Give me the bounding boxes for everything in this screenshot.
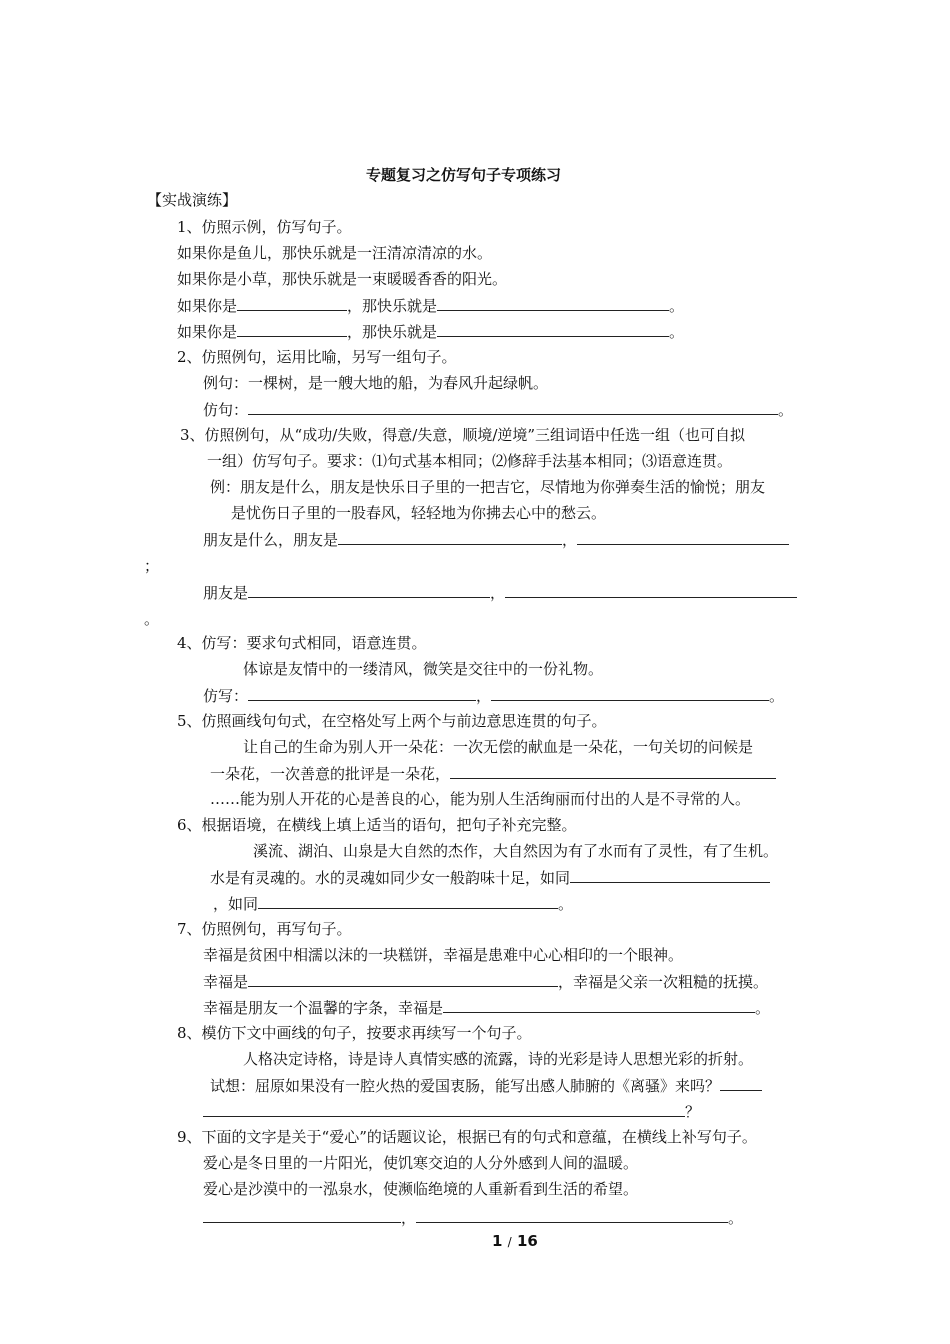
- page-title: 专题复习之仿写句子专项练习: [366, 166, 562, 184]
- q2-blank[interactable]: [248, 399, 778, 415]
- q5-text-1: 让自己的生命为别人开一朵花：一次无偿的献血是一朵花，一句关切的问候是: [243, 738, 754, 756]
- q1-blank-2a[interactable]: [237, 321, 347, 337]
- q6-blank-2[interactable]: [258, 893, 558, 909]
- page-number: [492, 1231, 538, 1252]
- q6-text-1: 溪流、湖泊、山泉是大自然的杰作，大自然因为有了水而有了灵性，有了生机。: [253, 842, 779, 860]
- total-pages: 16: [516, 1232, 538, 1250]
- q1-heading: 1、仿照示例，仿写句子。: [177, 218, 352, 236]
- q4-answer-line: 仿写： ， 。: [203, 687, 785, 705]
- q5-blank[interactable]: [450, 763, 776, 779]
- q4-example: 体谅是友情中的一缕清风，微笑是交往中的一份礼物。: [243, 660, 604, 678]
- q3-blank-1b[interactable]: [577, 529, 789, 545]
- q9-answer-line: ， 。: [203, 1207, 743, 1228]
- q3-blank-2a[interactable]: [248, 582, 490, 598]
- q1-fill-line-1: 如果你是 ，那快乐就是 。: [177, 297, 685, 315]
- q1-blank-1a[interactable]: [237, 295, 347, 311]
- q9-text-1: 爱心是冬日里的一片阳光，使饥寒交迫的人分外感到人间的温暖。: [203, 1154, 639, 1172]
- q3-blank-2b[interactable]: [505, 582, 797, 598]
- q4-blank-a[interactable]: [248, 685, 476, 701]
- q2-heading: 2、仿照例句，运用比喻，另写一组句子。: [177, 348, 457, 366]
- q3-example-2: 是忧伤日子里的一股春风，轻轻地为你拂去心中的愁云。: [231, 504, 607, 522]
- q9-blank-a[interactable]: [203, 1207, 401, 1223]
- q6-heading: 6、根据语境，在横线上填上适当的语句，把句子补充完整。: [177, 816, 577, 834]
- section-heading: 【实战演练】: [147, 191, 238, 209]
- q8-heading: 8、模仿下文中画线的句子，按要求再续写一个句子。: [177, 1024, 532, 1042]
- q1-blank-2b[interactable]: [437, 321, 669, 337]
- q1-example-2: 如果你是小草，那快乐就是一束暖暖香香的阳光。: [177, 270, 508, 288]
- q8-blank-2[interactable]: [203, 1101, 685, 1117]
- q8-text-1: 人格决定诗格，诗是诗人真情实感的流露，诗的光彩是诗人思想光彩的折射。: [243, 1050, 754, 1068]
- page-separator: /: [507, 1235, 512, 1249]
- q9-heading: 9、下面的文字是关于“爱心”的话题议论，根据已有的句式和意蕴，在横线上补写句子。: [177, 1128, 757, 1146]
- q3-period: 。: [144, 610, 160, 628]
- q2-answer-line: 仿句： 。: [203, 401, 794, 419]
- q3-fill-line-1: 朋友是什么，朋友是 ，: [203, 529, 789, 550]
- q6-blank-1[interactable]: [570, 867, 770, 883]
- q8-answer-line: ？: [203, 1101, 700, 1122]
- q7-example: 幸福是贫困中相濡以沫的一块糕饼，幸福是患难中心心相印的一个眼神。: [203, 946, 684, 964]
- q7-line-1: 幸福是 ，幸福是父亲一次粗糙的抚摸。: [203, 973, 769, 991]
- q8-text-2: 试想：屈原如果没有一腔火热的爱国衷肠，能写出感人肺腑的《离骚》来吗？: [210, 1075, 762, 1096]
- q3-semicolon: ；: [144, 557, 160, 575]
- q3-heading-1: 3、仿照例句，从“成功/失败，得意/失意，顺境/逆境”三组词语中任选一组（也可自拟: [180, 426, 746, 444]
- q7-line-2: 幸福是朋友一个温馨的字条，幸福是 。: [203, 999, 771, 1017]
- q2-example: 例句：一棵树，是一艘大地的船，为春风升起绿帆。: [203, 374, 549, 392]
- q6-text-3: ，如同 。: [213, 895, 574, 913]
- q7-heading: 7、仿照例句，再写句子。: [177, 920, 352, 938]
- q3-blank-1a[interactable]: [338, 529, 562, 545]
- q7-blank-1[interactable]: [248, 971, 558, 987]
- q3-example-1: 例：朋友是什么，朋友是快乐日子里的一把吉它，尽情地为你弹奏生活的愉悦；朋友: [210, 478, 766, 496]
- q4-blank-b[interactable]: [491, 685, 769, 701]
- q1-example-1: 如果你是鱼儿，那快乐就是一汪清凉清凉的水。: [177, 244, 493, 262]
- q4-heading: 4、仿写：要求句式相同，语意连贯。: [177, 634, 427, 652]
- q5-text-3: ……能为别人开花的心是善良的心，能为别人生活绚丽而付出的人是不寻常的人。: [210, 790, 751, 808]
- q3-heading-2: 一组）仿写句子。要求：⑴句式基本相同；⑵修辞手法基本相同；⑶语意连贯。: [207, 452, 733, 470]
- q1-blank-1b[interactable]: [437, 295, 669, 311]
- q1-fill-line-2: 如果你是 ，那快乐就是 。: [177, 323, 685, 341]
- q5-heading: 5、仿照画线句句式，在空格处写上两个与前边意思连贯的句子。: [177, 712, 607, 730]
- q9-blank-b[interactable]: [416, 1207, 728, 1223]
- q3-fill-line-2: 朋友是 ，: [203, 582, 797, 603]
- q7-blank-2[interactable]: [443, 997, 755, 1013]
- q8-blank-1[interactable]: [720, 1075, 762, 1091]
- q9-text-2: 爱心是沙漠中的一泓泉水，使濒临绝境的人重新看到生活的希望。: [203, 1180, 639, 1198]
- q5-text-2: 一朵花，一次善意的批评是一朵花，: [210, 763, 776, 784]
- current-page: 1: [492, 1232, 503, 1250]
- q6-text-2: 水是有灵魂的。水的灵魂如同少女一般韵味十足，如同: [210, 867, 770, 888]
